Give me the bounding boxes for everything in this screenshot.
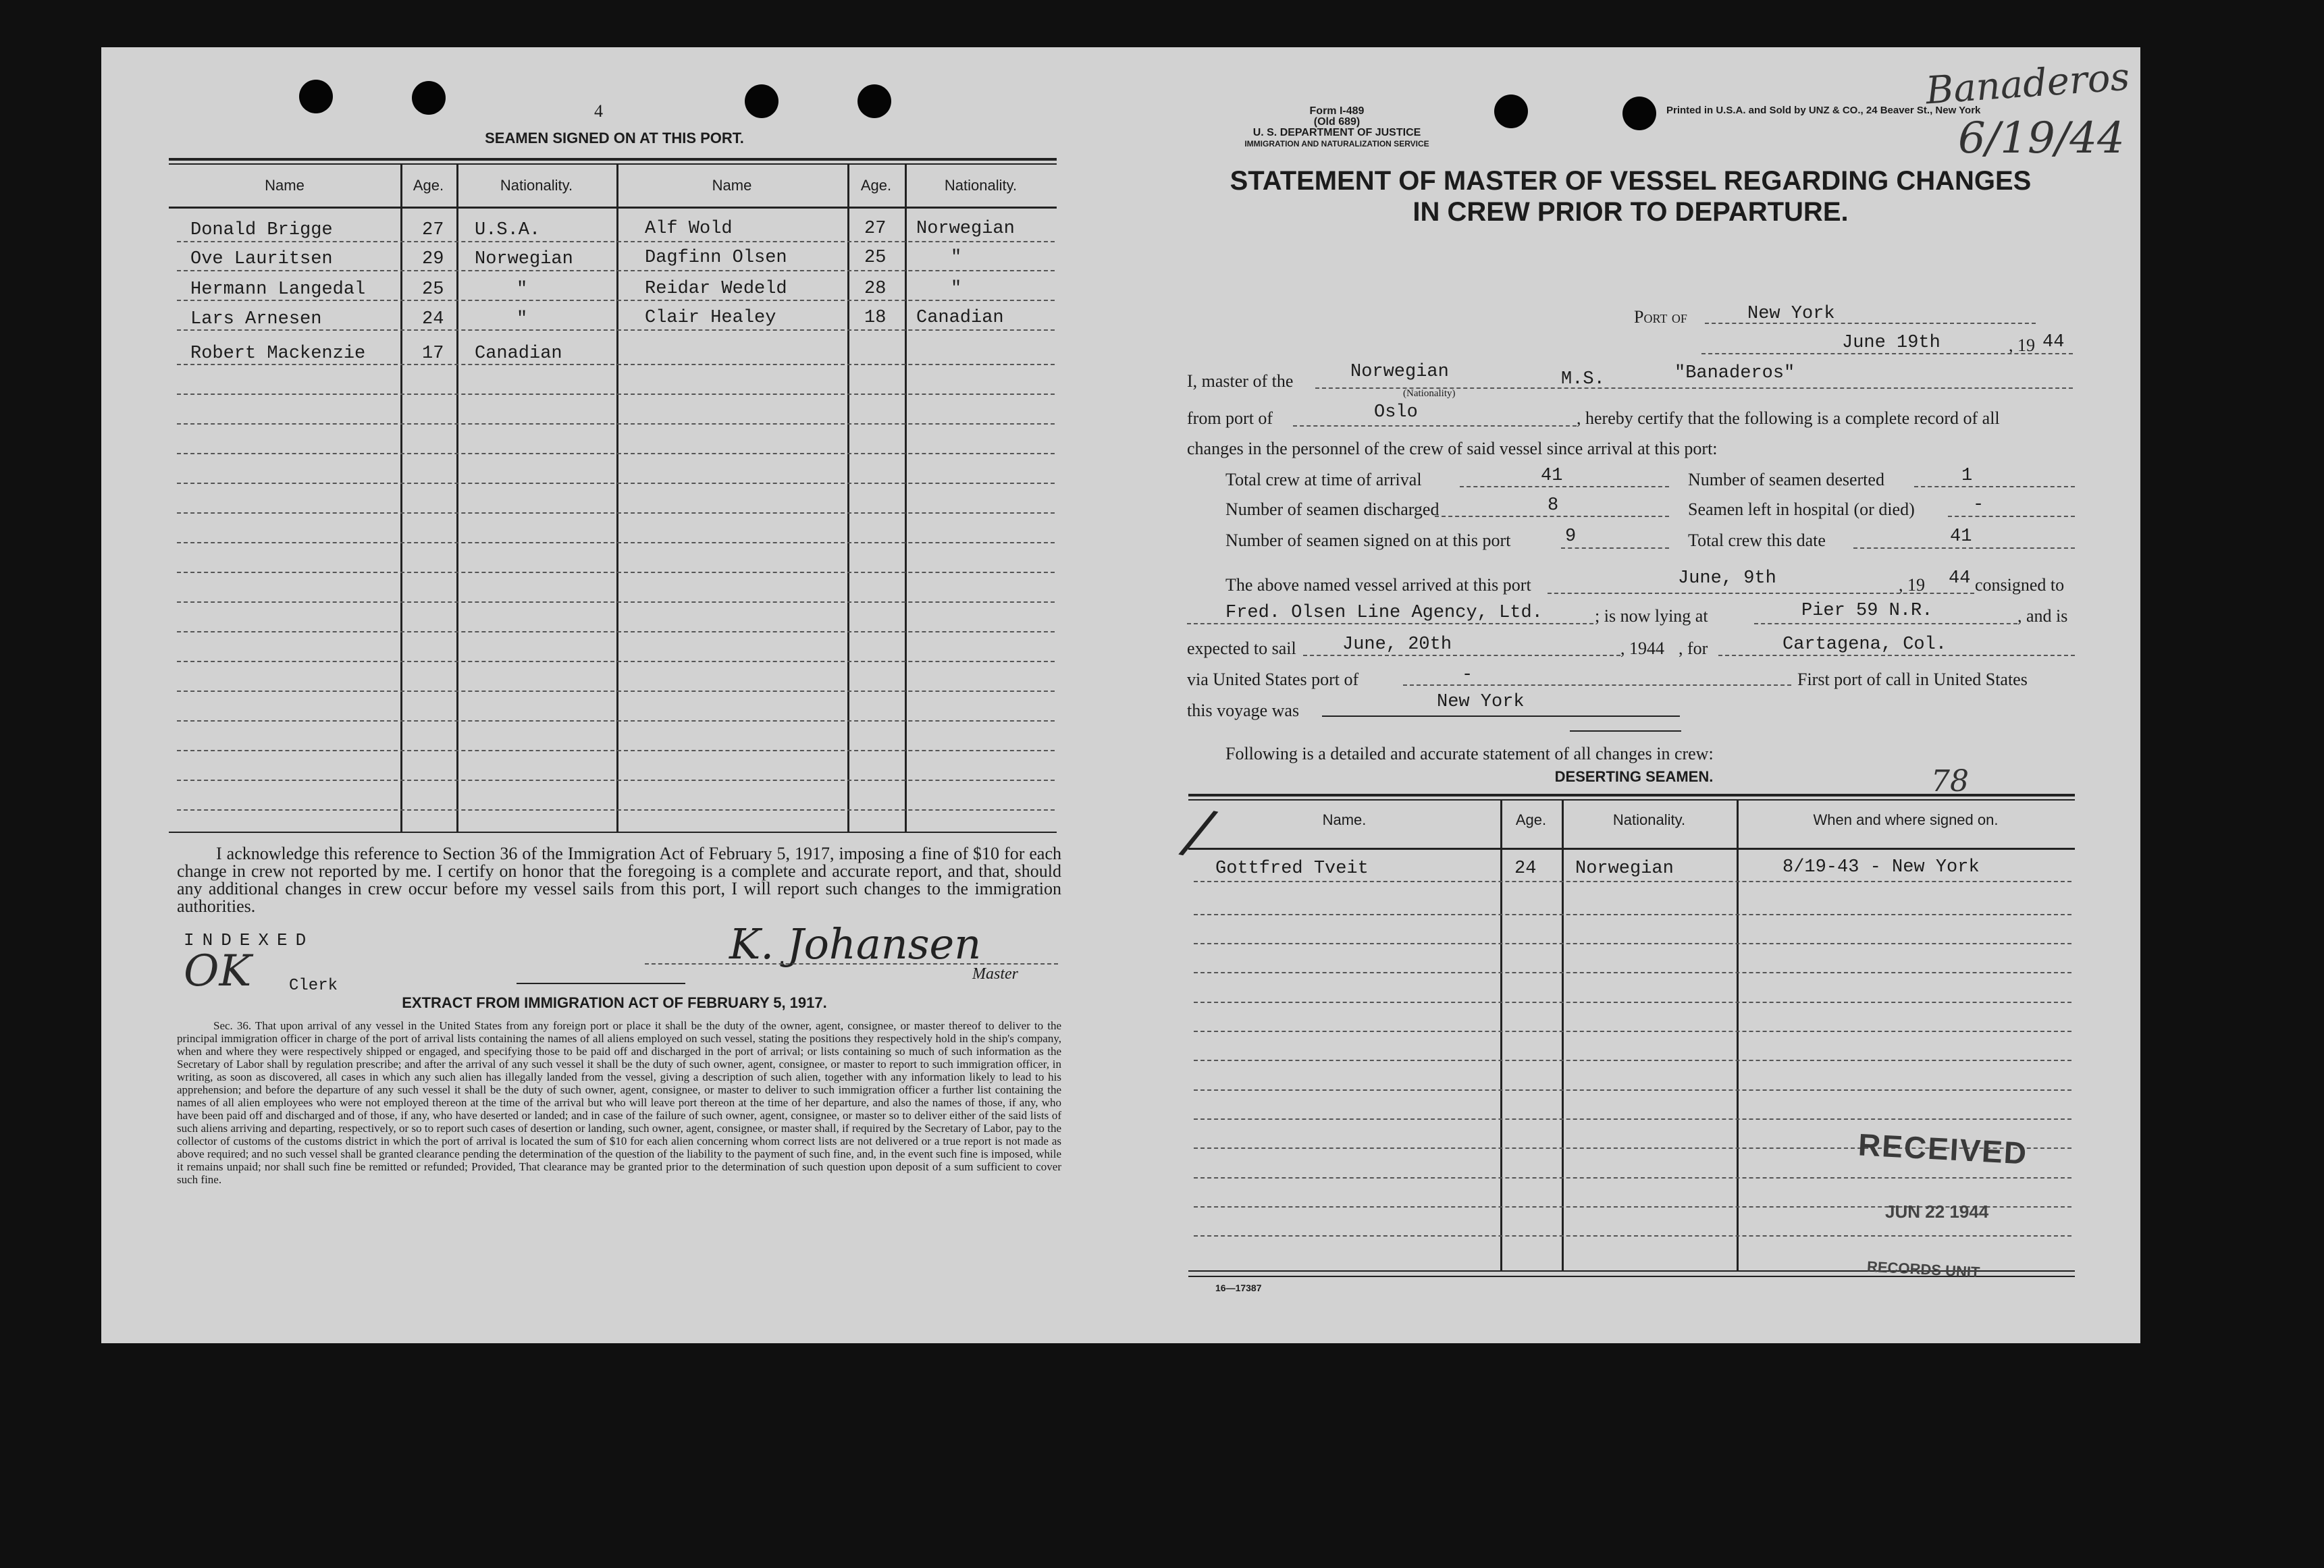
sail-year: , 1944 (1620, 639, 1664, 658)
consignee-value: Fred. Olsen Line Agency, Ltd. (1225, 603, 1543, 623)
received-date-stamp: JUN 22 1944 (1885, 1201, 1989, 1222)
first-port-label: First port of call in United States (1797, 670, 2028, 689)
seaman-age: 27 (864, 219, 887, 239)
punch-hole (857, 84, 891, 118)
master-of-label: I, master of the (1187, 371, 1294, 391)
clerk-label: Clerk (289, 977, 338, 995)
footer-code: 16—17387 (1215, 1282, 1262, 1293)
seaman-nationality: Canadian (475, 344, 562, 364)
hospital-label: Seamen left in hospital (or died) (1688, 499, 1915, 519)
total-arrival-label: Total crew at time of arrival (1225, 470, 1422, 489)
deserting-title: DESERTING SEAMEN. (1554, 768, 1714, 785)
seaman-age: 28 (864, 279, 887, 299)
col-header-nationality: Nationality. (500, 177, 573, 194)
seaman-name: Lars Arnesen (190, 309, 322, 329)
seaman-nationality: Canadian (916, 308, 1004, 328)
records-unit-stamp: RECORDS UNIT (1866, 1258, 1981, 1281)
deserter-signed-on: 8/19-43 - New York (1782, 857, 1980, 877)
seaman-name: Reidar Wedeld (645, 279, 787, 299)
seaman-age: 17 (422, 344, 444, 364)
discharged-label: Number of seamen discharged (1225, 499, 1440, 519)
vessel-type: M.S. (1561, 369, 1605, 389)
arrived-year: 44 (1949, 568, 1971, 589)
extract-text: Sec. 36. That upon arrival of any vessel in the United States from any foreign port or place it shall be the duty of the owner, agent, consignee, or master thereof to deliver to the principal immigration officer in charge of the port of arrival lists containing the names of all aliens employed on such vessel, stating the positions they respectively hold in the ship's company, when and where they were respectively shipped or engaged, and specifying those to be paid off and discharged in the port of arrival; or lists containing so much of such information as the Secretary of Labor shall by regulation prescribe; and after the arrival of any such vessel it shall be the duty of such owner, agent, consignee, or master to report to such immigration officer, in writing, as soon as discovered, all cases in which any such alien has illegally landed from the vessel, giving a description of such alien, together with any information likely to lead to his apprehension; and before the departure of any such vessel it shall be the duty of such owner, agent, consignee, or master to deliver to such immigration officer a further list containing the names of all alien employees who were not employed thereon at the time of the arrival but who will leave port thereon at the time of her departure, and also the names of those, if any, who have been paid off and discharged and of those, if any, who have deserted or landed; and in case of the failure of such owner, agent, consignee, or master so to deliver either of the said lists of such aliens arriving and departing, respectively, or so to report such cases of desertion or landing, such owner, agent, consignee, or master shall, if required by the Secretary of Labor, pay to the collector of customs of the customs district in which the port of arrival is located the sum of $10 for each alien concerning whom correct lists are not delivered or a true report is not made as above required; and no such vessel shall be granted clearance pending the determination of the question of the liability to the payment of such fine, and, in the event such fine is imposed, while it remains unpaid; nor shall such fine be remitted or refunded; Provided, That clearance may be granted prior to the determination of such question upon deposit of a sum sufficient to cover such fine. (177, 1019, 1061, 1186)
first-port-value: New York (1437, 692, 1525, 712)
nationality-label: (Nationality) (1403, 388, 1456, 399)
sail-date: June, 20th (1342, 634, 1452, 655)
desert-header-age: Age. (1515, 811, 1547, 828)
deserted-label: Number of seamen deserted (1688, 470, 1884, 489)
following-text: Following is a detailed and accurate statement of all changes in crew: (1225, 744, 1714, 763)
seaman-nationality: " (951, 279, 962, 299)
col-header-name: Name (712, 177, 752, 194)
seaman-name: Hermann Langedal (190, 279, 366, 300)
master-signature: K. Johansen (729, 919, 982, 969)
seaman-nationality: Norwegian (916, 219, 1015, 239)
seaman-age: 27 (422, 220, 444, 240)
punch-hole (745, 84, 778, 118)
expected-label: expected to sail (1187, 639, 1296, 658)
signed-on-value: 9 (1565, 526, 1577, 547)
col-header-age: Age. (860, 177, 892, 194)
seaman-nationality: Norwegian (475, 249, 573, 269)
port-of-label: Port of (1634, 307, 1687, 327)
from-port-value: Oslo (1374, 402, 1418, 423)
changes-text: changes in the personnel of the crew of said vessel since arrival at this port: (1187, 439, 1718, 458)
consigned-label: consigned to (1975, 575, 2065, 595)
seaman-age: 25 (422, 279, 444, 300)
punch-hole (1622, 97, 1656, 130)
desert-header-nationality: Nationality. (1612, 811, 1686, 828)
vessel-nationality: Norwegian (1350, 362, 1449, 382)
indexed-stamp: INDEXED (184, 930, 315, 950)
deserted-value: 1 (1961, 466, 1973, 486)
seaman-name: Clair Healey (645, 308, 776, 328)
seaman-age: 24 (422, 309, 444, 329)
arrived-label: The above named vessel arrived at this port (1225, 575, 1531, 595)
seaman-name: Ove Lauritsen (190, 249, 333, 269)
deserter-age: 24 (1514, 859, 1537, 879)
lying-label: ; is now lying at (1595, 606, 1708, 626)
main-title: STATEMENT OF MASTER OF VESSEL REGARDING CHANGES IN CREW PRIOR TO DEPARTURE. (1230, 166, 2032, 227)
col-header-name: Name (265, 177, 305, 194)
signed-on-label: Number of seamen signed on at this port (1225, 531, 1511, 550)
seaman-name: Robert Mackenzie (190, 344, 366, 364)
desert-header-name: Name. (1322, 811, 1367, 828)
seaman-name: Donald Brigge (190, 220, 333, 240)
statement-date: June 19th (1842, 333, 1940, 353)
seaman-nationality: U.S.A. (475, 220, 541, 240)
acknowledgement-text: I acknowledge this reference to Section 36 of the Immigration Act of February 5, 1917, imposing a fine of $10 for each change in crew not reported by me. I certify on honor that the foregoing is a complete and accurate report, and that, should any additional changes in crew occur before my vessel sails from this port, I will report such changes to the immigration authorities. (177, 844, 1061, 916)
master-label: Master (972, 965, 1018, 983)
seaman-name: Dagfinn Olsen (645, 248, 787, 268)
year-prefix: , 19 (2009, 335, 2035, 355)
and-is-text: , and is (2017, 606, 2068, 626)
handwritten-number: 78 (1931, 764, 1969, 799)
extract-title: EXTRACT FROM IMMIGRATION ACT OF FEBRUARY 5, 1917. (402, 994, 827, 1011)
lying-at-value: Pier 59 N.R. (1801, 601, 1933, 621)
deserter-nationality: Norwegian (1575, 859, 1674, 879)
via-port-value: - (1462, 665, 1473, 685)
total-arrival-value: 41 (1541, 466, 1563, 486)
handwritten-vessel-name: Banaderos (1924, 55, 2132, 113)
statement-year: 44 (2042, 332, 2065, 352)
received-stamp: RECEIVED (1857, 1127, 2029, 1171)
total-date-label: Total crew this date (1688, 531, 1826, 550)
page-number: 4 (594, 101, 603, 121)
left-title: SEAMEN SIGNED ON AT THIS PORT. (485, 130, 744, 146)
via-label: via United States port of (1187, 670, 1359, 689)
destination-value: Cartagena, Col. (1782, 634, 1947, 655)
discharged-value: 8 (1548, 495, 1559, 516)
seaman-age: 29 (422, 249, 444, 269)
deserter-name: Gottfred Tveit (1215, 859, 1369, 879)
col-header-nationality: Nationality. (944, 177, 1018, 194)
voyage-label: this voyage was (1187, 701, 1300, 720)
punch-hole (1494, 94, 1528, 128)
port-of-value: New York (1747, 304, 1835, 324)
certify-text: , hereby certify that the following is a complete record of all (1577, 408, 2000, 428)
arrived-year-prefix: , 19 (1899, 575, 1925, 595)
form-header: Form I-489 (Old 689) U. S. DEPARTMENT OF JUSTICE IMMIGRATION AND NATURALIZATION SERVICE (1244, 105, 1429, 148)
seaman-name: Alf Wold (645, 219, 733, 239)
check-mark: / (1181, 794, 1216, 869)
punch-hole (299, 80, 333, 113)
seaman-age: 18 (864, 308, 887, 328)
arrived-date: June, 9th (1678, 568, 1776, 589)
handwritten-date: 6/19/44 (1958, 113, 2125, 163)
from-port-label: from port of (1187, 408, 1273, 428)
seaman-nationality: " (517, 279, 528, 300)
seaman-nationality: " (951, 248, 962, 268)
col-header-age: Age. (413, 177, 444, 194)
clerk-initials: OK (184, 946, 252, 996)
punch-hole (412, 81, 446, 115)
seaman-nationality: " (517, 309, 528, 329)
total-date-value: 41 (1950, 526, 1972, 547)
hospital-value: - (1973, 495, 1984, 515)
for-label: , for (1679, 639, 1708, 658)
printer-line: Printed in U.S.A. and Sold by UNZ & CO., 24 Beaver St., New York (1666, 105, 1981, 116)
vessel-name: "Banaderos" (1674, 363, 1795, 383)
seaman-age: 25 (864, 248, 887, 268)
desert-header-signed-on: When and where signed on. (1813, 811, 1999, 828)
